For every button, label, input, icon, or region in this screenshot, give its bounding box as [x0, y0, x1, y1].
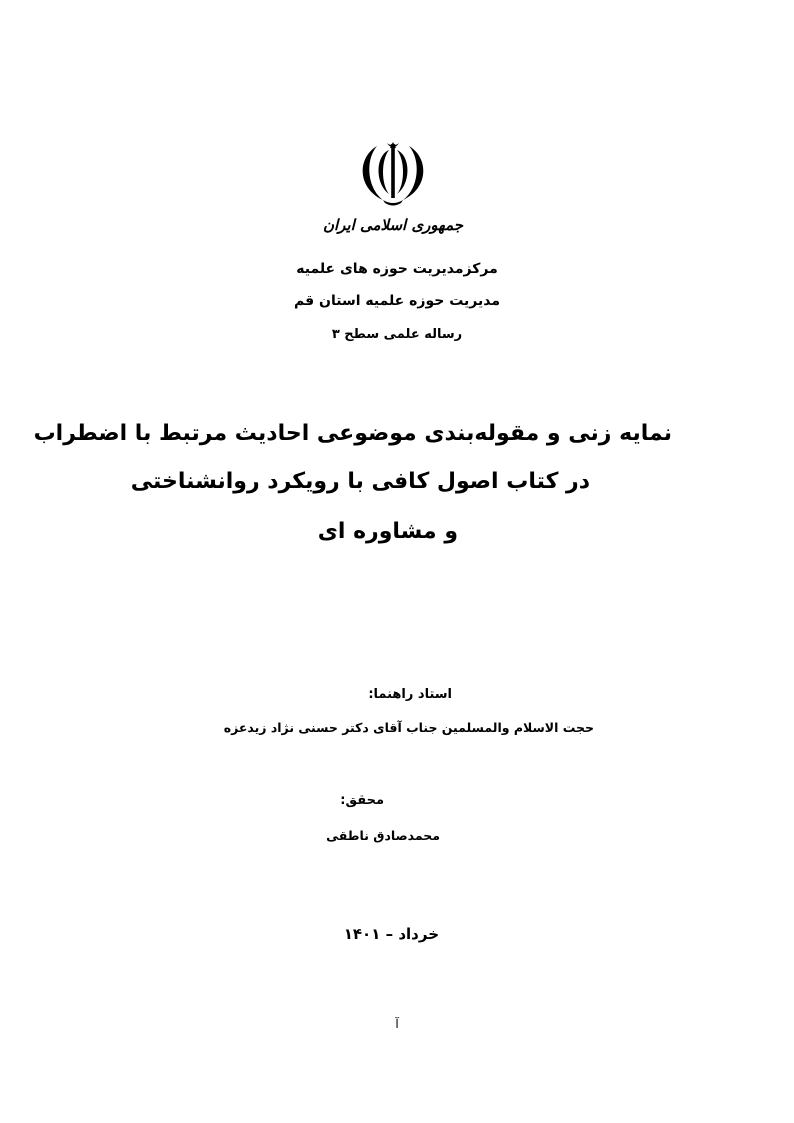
logo-caption [322, 210, 464, 244]
researcher-name: محمدصادق ناطقی [326, 828, 440, 843]
supervisor-name: حجت الاسلام والمسلمین جناب آقای دکتر حسنی نژاد زیدعزه [223, 720, 594, 735]
date-text: خرداد – ۱۴۰۱ [343, 925, 439, 943]
supervisor-label: استاد راهنما: [368, 687, 452, 702]
header-line-1: مرکزمدیریت حوزه های علمیه [296, 261, 498, 277]
researcher-label: محقق: [340, 793, 384, 808]
title-line-1: نمایه زنی و مقوله‌بندی موضوعی احادیث مرتبط با اضطراب [33, 421, 672, 446]
page-number: آ [395, 1017, 399, 1031]
iran-emblem-icon [353, 142, 433, 206]
logo-caption-text: جمهوری اسلامی ایران [322, 216, 464, 234]
title-line-3: و مشاوره ای [317, 519, 458, 544]
header-line-3: رساله علمی سطح ۳ [331, 327, 463, 342]
title-line-2: در کتاب اصول کافی با رویکرد روانشناختی [130, 469, 590, 494]
header-line-2: مدیریت حوزه علمیه استان قم [294, 293, 500, 309]
